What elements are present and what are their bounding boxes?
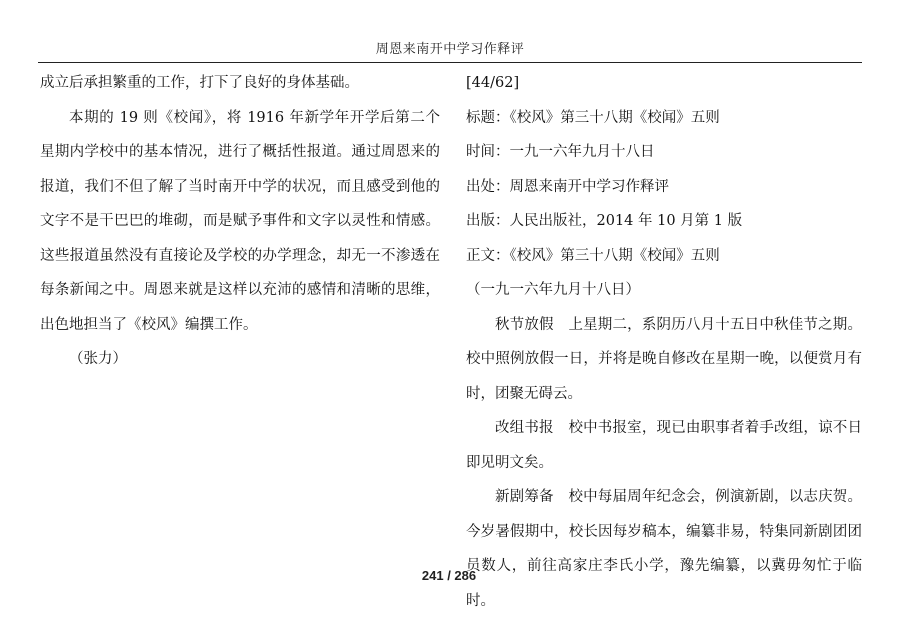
news-item-title: 秋节放假 — [495, 316, 554, 333]
meta-time: 时间：一九一六年九月十八日 — [466, 144, 655, 160]
news-item — [466, 480, 862, 618]
news-item — [466, 308, 862, 412]
news-item-body: 校中每届周年纪念会，例演新剧，以志庆贺。今岁暑假期中，校长因每岁稿本，编纂非易，特集同新剧团团员数人，前往高家庄李氏小学，豫先编纂，以冀毋匆忙于临时。 — [466, 489, 862, 609]
meta-title: 标题：《校风》第三十八期《校闻》五则 — [466, 109, 720, 126]
news-item — [466, 411, 862, 480]
meta-text: 正文：《校风》第三十八期《校闻》五则 — [466, 247, 720, 264]
news-item-title: 新剧筹备 — [495, 489, 554, 505]
header-rule — [38, 62, 862, 63]
meta-publisher: 出版：人民出版社，2014 年 10 月第 1 版 — [466, 213, 743, 229]
news-item-body: 校中书报室，现已由职事者着手改组，谅不日即见明文矣。 — [466, 420, 862, 471]
running-header: 周恩来南开中学习作释评 — [375, 42, 525, 57]
right-column — [466, 66, 862, 618]
left-paragraph: 本期的 19 则《校闻》，将 1916 年新学年开学后第二个星期内学校中的基本情况，进行了概括性报道。通过周恩来的报道，我们不但了解了当时南开中学的状况，而且感受到他的文字不是干巴巴的堆砌，而是赋予事件和文字以灵性和情感。这些报道虽然没有直接论及学校的办学理念，却无一不渗透在每条新闻之中。周恩来就是这样以充沛的感情和清晰的思维，出色地担当了《校风》编撰工作。 — [40, 109, 440, 333]
news-item-body: 上星期二，系阴历八月十五日中秋佳节之期。校中照例放假一日，并将是晚自修改在星期一晚，以便赏月有时，团聚无碍云。 — [466, 316, 862, 402]
left-first-line: 成立后承担繁重的工作，打下了良好的身体基础。 — [40, 75, 359, 91]
meta-source: 出处：周恩来南开中学习作释评 — [466, 178, 669, 195]
author-note: （张力） — [69, 351, 127, 367]
article-date: （一九一六年九月十八日） — [466, 282, 640, 298]
article-index: [44/62] — [466, 75, 520, 91]
left-column — [40, 66, 440, 377]
news-item-title: 改组书报 — [495, 420, 554, 436]
page-number: 241 / 286 — [421, 568, 477, 583]
